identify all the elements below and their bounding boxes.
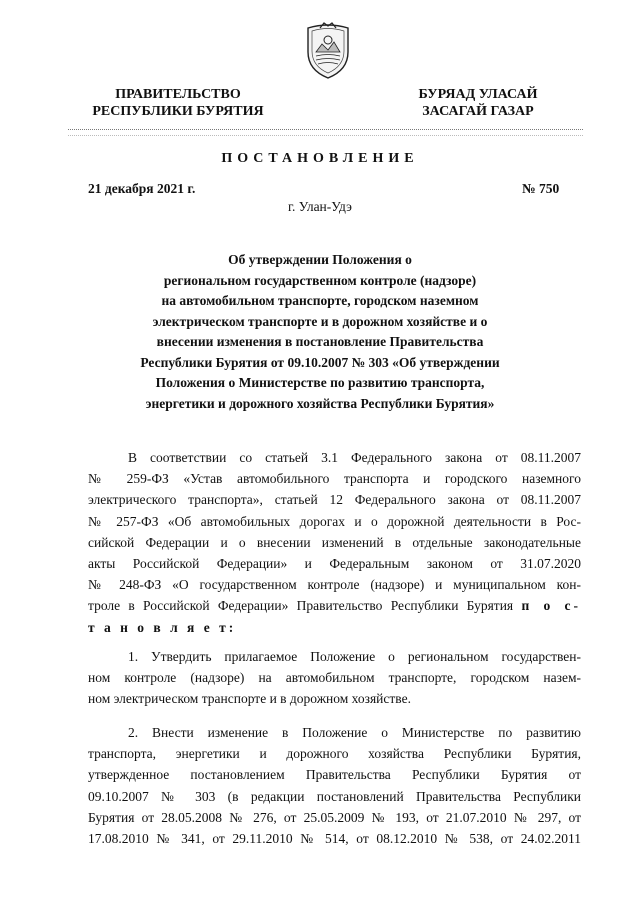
text-line: ном контроле (надзоре) на автомобильном транспорте, городском назем- [88, 670, 581, 686]
header-divider-secondary [68, 135, 583, 136]
header-right [392, 86, 564, 120]
title-line: внесении изменения в постановление Правительства [156, 334, 484, 349]
resolves-keyword: п о с- [521, 598, 581, 614]
header-right-line2: ЗАСАГАЙ ГАЗАР [422, 104, 534, 119]
text-line: № 257-ФЗ «Об автомобильных дорогах и о дорожной деятельности в Рос- [88, 513, 581, 529]
header-right-line1: БУРЯАД УЛАСАЙ [418, 87, 538, 102]
document-type: ПОСТАНОВЛЕНИЕ [221, 151, 419, 166]
header-left-line1: ПРАВИТЕЛЬСТВО [115, 87, 241, 102]
item-2-paragraph [88, 722, 581, 849]
text-line: ном электрическом транспорте и в дорожном хозяйстве. [88, 691, 411, 707]
text-line [88, 617, 581, 638]
title-line: энергетики и дорожного хозяйства Республики Бурятия» [145, 395, 495, 411]
title-line: Республики Бурятия от 09.10.2007 № 303 «Об утверждении [140, 354, 500, 370]
text-line: транспорта, энергетики и дорожного хозяйства Республики Бурятия, [88, 746, 581, 762]
document-number: № 750 [522, 181, 560, 196]
text-line: сийской Федерации и о внесении изменений в отдельные законодательные [88, 534, 581, 550]
text-line: 1. Утвердить прилагаемое Положение о региональном государствен- [128, 649, 581, 664]
resolves-keyword-end: т а н о в л я е т: [88, 619, 237, 635]
text-line: 2. Внести изменение в Положение о Министерстве по развитию [128, 725, 581, 740]
text-line [88, 595, 581, 616]
title-line: региональном государственном контроле (надзоре) [163, 272, 477, 288]
title-line: Об утверждении Положения о [228, 252, 412, 267]
document-city: г. Улан-Удэ [288, 199, 352, 214]
text-line: 09.10.2007 № 303 (в редакции постановлений Правительства Республики [88, 788, 581, 804]
text-line: электрического транспорта», статьей 12 Федерального закона от 08.11.2007 [88, 492, 581, 508]
title-line: на автомобильном транспорте, городском наземном [161, 293, 479, 308]
text-line: № 248-ФЗ «О государственном контроле (надзоре) и муниципальном кон- [88, 577, 581, 593]
preamble-paragraph [88, 447, 581, 638]
title-line: Положения о Министерстве по развитию транспорта, [155, 375, 485, 390]
coat-of-arms-emblem [302, 20, 354, 80]
text-line: В соответствии со статьей 3.1 Федерального закона от 08.11.2007 [128, 450, 581, 465]
text-line: 17.08.2010 № 341, от 29.11.2010 № 514, от 08.12.2010 № 538, от 24.02.2011 [88, 831, 581, 847]
text-line: акты Российской Федерации» и Федеральным законом от 31.07.2020 [88, 556, 581, 572]
item-1-paragraph [88, 646, 581, 710]
text-line: Бурятия от 28.05.2008 № 276, от 25.05.2009 № 193, от 21.07.2010 № 297, от [88, 809, 581, 825]
document-title [100, 250, 540, 414]
text-segment: троле в Российской Федерации» Правительство Республики Бурятия [88, 598, 514, 614]
title-line: электрическом транспорте и в дорожном хозяйстве и о [152, 313, 488, 329]
header-divider [68, 129, 583, 130]
header-left-line2: РЕСПУБЛИКИ БУРЯТИЯ [92, 104, 264, 119]
header-left [88, 86, 268, 120]
document-date: 21 декабря 2021 г. [88, 181, 196, 196]
text-line: утвержденное постановлением Правительства Республики Бурятия от [88, 767, 581, 783]
text-line: № 259-ФЗ «Устав автомобильного транспорта и городского наземного [88, 471, 581, 487]
